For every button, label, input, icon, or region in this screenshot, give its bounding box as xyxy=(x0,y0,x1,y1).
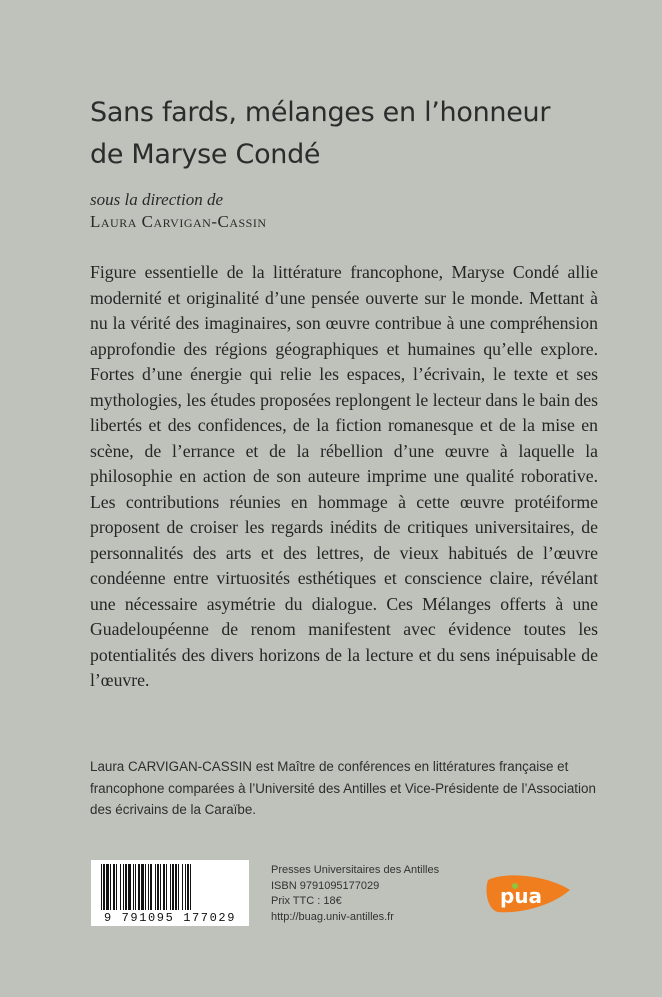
barcode-digits: 9 791095 177029 xyxy=(103,911,237,925)
barcode-bar xyxy=(141,864,144,910)
barcode-bar xyxy=(170,864,171,910)
isbn-barcode xyxy=(91,860,249,926)
editor-name: Laura Carvigan-Cassin xyxy=(90,212,267,231)
title-line-1: Sans fards, mélanges en l’honneur xyxy=(90,97,551,128)
direction-label: sous la direction de xyxy=(90,190,223,209)
barcode-bar xyxy=(101,864,102,910)
publisher-url[interactable]: http://buag.univ-antilles.fr xyxy=(271,910,394,923)
isbn-text: ISBN 9791095177029 xyxy=(271,879,380,892)
barcode-bar xyxy=(133,864,134,910)
barcode-bar xyxy=(185,864,186,910)
publisher-info xyxy=(271,863,439,925)
editorial-credit xyxy=(90,189,267,233)
barcode-bar xyxy=(123,864,124,910)
barcode-bar xyxy=(125,864,127,910)
barcode-bar xyxy=(138,864,140,910)
title-line-2: de Maryse Condé xyxy=(90,139,321,170)
barcode-bars xyxy=(91,860,249,912)
barcode-bar xyxy=(150,864,152,910)
book-title xyxy=(90,92,620,176)
barcode-bar xyxy=(148,864,149,910)
barcode-bar xyxy=(120,864,121,910)
editor-bio: Laura CARVIGAN-CASSIN est Maître de conférences en littératures française et francophone comparées à l’Université des Antilles et Vice-Présidente de l’Association des écrivains de la Caraïbe. xyxy=(90,759,596,817)
barcode-bar xyxy=(175,864,177,910)
price-text: Prix TTC : 18€ xyxy=(271,895,342,908)
barcode-bar xyxy=(163,864,165,910)
barcode-bar xyxy=(145,864,146,910)
barcode-bar xyxy=(166,864,167,910)
barcode-bar xyxy=(128,864,131,910)
barcode-bar xyxy=(172,864,174,910)
barcode-bar xyxy=(190,864,191,910)
barcode-bar xyxy=(160,864,161,910)
barcode-bar xyxy=(135,864,136,910)
barcode-bar xyxy=(106,864,109,910)
barcode-bar xyxy=(113,864,115,910)
barcode-bar xyxy=(110,864,111,910)
logo-lettering: pua xyxy=(500,884,543,908)
barcode-bar xyxy=(103,864,105,910)
pua-logo-icon xyxy=(484,870,572,916)
barcode-bar xyxy=(187,864,189,910)
publisher-name: Presses Universitaires des Antilles xyxy=(271,864,440,876)
barcode-bar xyxy=(155,864,156,910)
barcode-bar xyxy=(116,864,117,910)
barcode-bar xyxy=(182,864,183,910)
barcode-bar xyxy=(157,864,159,910)
book-blurb: Figure essentielle de la littérature francophone, Maryse Condé allie modernité et originalité d’une pensée ouverte sur le monde. Mettant à nu la vérité des imaginaires, son œuvre contribue à une compréhension approfondie des régions géographiques et humaines qu’elle explore. Fortes d’une énergie qui relie les espaces, l’écrivain, le texte et ses mythologies, les études proposées replongent le lecteur dans le bain des libertés et des confidences, de la fiction romanesque et de la mise en scène, de l’errance et de la rébellion d’une œuvre à laquelle la philosophie en action de son auteure imprime une qualité roborative. Les contributions réunies en hommage à cette œuvre protéiforme proposent de croiser les regards inédits de critiques universitaires, de personnalités des arts et des lettres, de vieux habitués de l’œuvre condéenne entre virtuosités esthétiques et conscience claire, révélant une nécessaire asymétrie du dialogue. Ces Mélanges offerts à une Guadeloupéenne de renom manifestent avec évidence toutes les potentialités des divers horizons de la lecture et du sens inépuisable de l’œuvre. xyxy=(90,262,598,690)
barcode-bar xyxy=(178,864,179,910)
